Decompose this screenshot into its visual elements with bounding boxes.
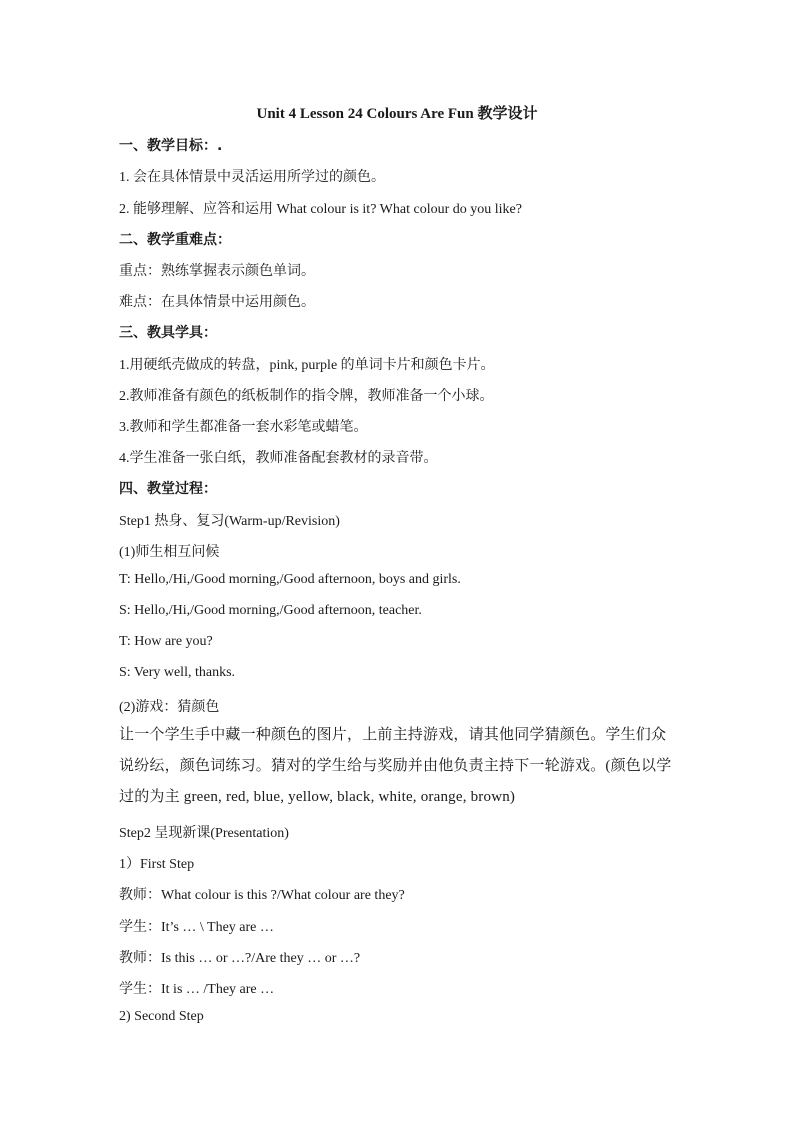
material-line-1: 1.用硬纸壳做成的转盘，pink, purple 的单词卡片和颜色卡片。: [119, 358, 495, 373]
presentation-line-2: 学生：It’s … \ They are …: [119, 920, 274, 935]
section-heading-materials: 三、教具学具：: [119, 325, 217, 341]
game-heading: (2)游戏：猜颜色: [119, 700, 220, 715]
dialogue-line-4: S: Very well, thanks.: [119, 665, 236, 680]
second-step-heading: 2) Second Step: [119, 1009, 204, 1024]
step2-heading: Step2 呈现新课(Presentation): [119, 826, 289, 841]
goal-line-2: 2. 能够理解、应答和运用 What colour is it? What colour do you like?: [119, 202, 522, 217]
section-heading-key-points: 二、教学重难点：: [119, 232, 231, 248]
dialogue-line-3: T: How are you?: [119, 634, 213, 649]
key-point-line: 重点：熟练掌握表示颜色单词。: [119, 264, 315, 279]
material-line-4: 4.学生准备一张白纸，教师准备配套教材的录音带。: [119, 451, 438, 466]
document-title: Unit 4 Lesson 24 Colours Are Fun 教学设计: [256, 106, 538, 122]
greeting-heading: (1)师生相互问候: [119, 545, 220, 560]
material-line-3: 3.教师和学生都准备一套水彩笔或蜡笔。: [119, 420, 368, 435]
presentation-line-4: 学生：It is … /They are …: [119, 982, 275, 997]
section-heading-process: 四、教堂过程：: [119, 481, 217, 497]
dialogue-line-1: T: Hello,/Hi,/Good morning,/Good afternoon, boys and girls.: [119, 572, 461, 587]
difficulty-line: 难点：在具体情景中运用颜色。: [119, 295, 315, 310]
presentation-line-3: 教师：Is this … or …?/Are they … or …?: [119, 951, 361, 966]
material-line-2: 2.教师准备有颜色的纸板制作的指令牌，教师准备一个小球。: [119, 389, 494, 404]
game-description-paragraph: 让一个学生手中藏一种颜色的图片，上前主持游戏，请其他同学猜颜色。学生们众说纷纭，颜色词练习。猜对的学生给与奖励并由他负责主持下一轮游戏。(颜色以学过的为主 green, red, blue, yellow, black, white, orange, brown): [119, 727, 672, 805]
step1-heading: Step1 热身、复习(Warm-up/Revision): [119, 514, 340, 529]
dialogue-line-2: S: Hello,/Hi,/Good morning,/Good afternoon, teacher.: [119, 603, 422, 618]
presentation-line-1: 教师：What colour is this ?/What colour are they?: [119, 888, 405, 903]
goal-line-1: 1. 会在具体情景中灵活运用所学过的颜色。: [119, 170, 385, 185]
first-step-heading: 1）First Step: [119, 857, 195, 872]
section-heading-goals: 一、教学目标：.: [119, 138, 223, 154]
